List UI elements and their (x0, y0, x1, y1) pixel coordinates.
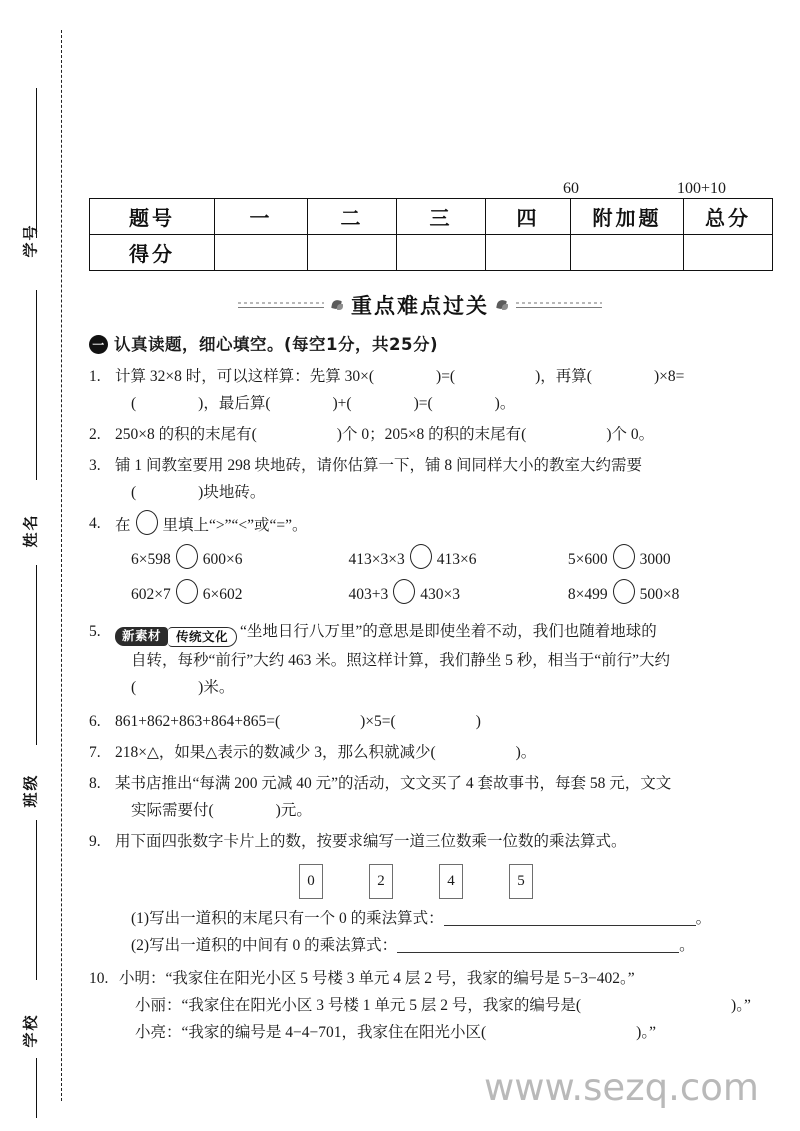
q9-sub2-label: (2)写出一道积的中间有 0 的乘法算式： (131, 936, 398, 954)
compare-item-3 (568, 544, 757, 574)
q9-sub1-label: (1)写出一道积的末尾只有一个 0 的乘法算式： (131, 909, 444, 927)
banner-rule-right-icon (516, 301, 602, 310)
q6-text-b: )×5=( (360, 712, 396, 730)
question-10-number: 10. (89, 969, 109, 987)
number-card-group (115, 864, 757, 899)
question-6-number: 6. (89, 712, 101, 730)
compare-circle-2-icon[interactable] (410, 544, 432, 569)
q9-sub2-end: 。 (679, 936, 695, 954)
compare-left-4: 602×7 (131, 586, 171, 603)
q4-text-a: 在 (115, 517, 131, 534)
q10-text-d: )。” (636, 1023, 656, 1041)
q2-text-c: )个 0。 (606, 426, 655, 443)
margin-label-class: 班级 (21, 773, 40, 808)
compare-circle-prompt-icon[interactable] (136, 510, 158, 535)
compare-item-5 (349, 579, 568, 609)
q9-sub1-answer-line[interactable] (444, 925, 696, 926)
question-7 (89, 739, 757, 766)
question-8 (89, 770, 757, 824)
number-card-3[interactable]: 5 (509, 864, 533, 899)
q1-text-b: )=( (436, 368, 456, 385)
question-2-line-1 (115, 421, 757, 448)
score-cell-part-2[interactable] (308, 235, 397, 271)
question-9 (89, 828, 757, 959)
question-8-line-2 (115, 797, 757, 824)
margin-rule-5 (36, 1058, 37, 1118)
question-4-prompt (115, 510, 757, 539)
question-3-number: 3. (89, 457, 101, 474)
margin-label-school: 学校 (21, 1013, 40, 1048)
question-8-number: 8. (89, 774, 101, 792)
question-10-line-2 (119, 992, 757, 1019)
number-card-2[interactable]: 4 (439, 864, 463, 899)
q1-text-i: )。 (494, 395, 516, 412)
q9-sub1-end: 。 (695, 909, 712, 927)
q6-text-a: 861+862+863+864+865=( (115, 712, 281, 730)
number-card-1[interactable]: 2 (369, 864, 393, 899)
score-table-value-row (90, 235, 773, 271)
question-5-line-1 (115, 618, 757, 647)
section-title: 认真读题，细心填空。(每空1分，共25分) (114, 335, 439, 354)
question-5-badges (115, 627, 237, 647)
q5-text-c: )米。 (198, 678, 235, 696)
q1-text-f: )，最后算( (198, 395, 271, 412)
score-cell-part-4[interactable] (486, 235, 571, 271)
badge-traditional-culture: 传统文化 (168, 627, 237, 647)
question-5 (89, 618, 757, 701)
question-9-number: 9. (89, 832, 101, 850)
compare-item-6 (568, 579, 757, 609)
question-3-line-2 (115, 479, 757, 506)
margin-rule-3 (36, 565, 37, 745)
q8-text-b: )元。 (275, 801, 312, 819)
compare-circle-1-icon[interactable] (176, 544, 198, 569)
score-cell-total[interactable] (684, 235, 773, 271)
q1-text-c: )，再算( (535, 368, 592, 385)
margin-rule-4 (36, 820, 37, 980)
leaf-ornament-right-icon (496, 299, 509, 312)
extra-points-note: 60 (563, 180, 579, 197)
q5-text-a: “坐地日行八万里”的意思是即使坐着不动，我们也随着地球的 (240, 623, 657, 640)
q1-text-h: )=( (413, 395, 433, 412)
question-8-line-1: 某书店推出“每满 200 元减 40 元”的活动，文文买了 4 套故事书，每套 58 元，文文 (115, 774, 672, 792)
q2-text-b: )个 0；205×8 的积的末尾有( (336, 426, 527, 443)
section-header (89, 331, 757, 358)
q7-text-b: )。 (515, 743, 537, 761)
margin-label-student-id: 学号 (21, 223, 40, 258)
question-9-sub-1 (115, 905, 757, 932)
margin-label-name: 姓名 (21, 513, 40, 548)
question-10-line-3 (119, 1019, 757, 1046)
question-1-line-1 (115, 363, 757, 390)
score-cell-extra[interactable] (571, 235, 684, 271)
compare-row-1 (115, 544, 757, 574)
q1-text-g: )+( (332, 395, 352, 412)
q1-text-e: ( (131, 395, 137, 412)
q5-text-b: ( (131, 678, 137, 696)
compare-right-2: 413×6 (436, 551, 477, 568)
section-number-badge: 一 (89, 335, 108, 354)
banner-title: 重点难点过关 (351, 294, 489, 318)
score-table-header-row (90, 199, 773, 235)
question-2 (89, 421, 757, 448)
section-banner (89, 288, 751, 322)
row-label-score: 得分 (90, 235, 215, 271)
question-10 (89, 965, 757, 1046)
score-table-area (89, 172, 751, 271)
dashed-cut-line (61, 30, 62, 1101)
badge-new-material: 新素材 (115, 627, 168, 646)
number-card-0[interactable]: 0 (299, 864, 323, 899)
compare-circle-6-icon[interactable] (613, 579, 635, 604)
compare-right-3: 3000 (639, 551, 671, 568)
margin-rule-2 (36, 290, 37, 480)
compare-left-1: 6×598 (131, 551, 171, 568)
compare-item-1 (131, 544, 349, 574)
compare-right-4: 6×602 (202, 586, 243, 603)
question-4 (89, 510, 757, 609)
header-cell-part-1: 一 (215, 199, 308, 235)
compare-circle-3-icon[interactable] (613, 544, 635, 569)
compare-left-2: 413×3×3 (348, 551, 405, 568)
question-5-line-3 (115, 674, 757, 701)
q6-text-c: ) (475, 712, 481, 730)
question-7-line-1 (115, 739, 757, 766)
compare-circle-5-icon[interactable] (393, 579, 415, 604)
question-10-line-1: 小明：“我家住在阳光小区 5 号楼 3 单元 4 层 2 号，我家的编号是 5−3−402。” (119, 969, 635, 987)
compare-item-2 (349, 544, 568, 574)
q8-text-a: 实际需要付( (131, 801, 214, 819)
compare-right-1: 600×6 (202, 551, 243, 568)
site-watermark: www.sezq.com (484, 1066, 759, 1109)
q1-text-d: )×8= (653, 368, 685, 385)
worksheet-content (89, 331, 757, 1046)
question-6-line-1 (115, 708, 757, 735)
question-1 (89, 363, 757, 417)
compare-row-2 (115, 579, 757, 609)
question-9-sub-2 (115, 932, 757, 959)
banner-rule-left-icon (238, 301, 324, 310)
q10-text-b: )。” (731, 996, 751, 1014)
question-1-line-2 (115, 390, 757, 417)
question-5-number: 5. (89, 623, 101, 640)
header-cell-extra: 附加题 (571, 199, 684, 235)
compare-right-6: 500×8 (639, 586, 680, 603)
score-cell-part-3[interactable] (397, 235, 486, 271)
q1-text-a: 计算 32×8 时，可以这样算：先算 30×( (115, 368, 375, 385)
question-7-number: 7. (89, 743, 101, 761)
score-cell-part-1[interactable] (215, 235, 308, 271)
q3-text-b: )块地砖。 (198, 484, 266, 501)
q2-text-a: 250×8 的积的末尾有( (115, 426, 257, 443)
question-9-prompt: 用下面四张数字卡片上的数，按要求编写一道三位数乘一位数的乘法算式。 (115, 832, 627, 850)
total-points-note: 100+10 (677, 180, 727, 197)
question-6 (89, 708, 757, 735)
q7-text-a: 218×△，如果△表示的数减少 3，那么积就减少( (115, 743, 436, 761)
question-3 (89, 452, 757, 506)
left-margin-strip (0, 0, 78, 1131)
header-cell-part-3: 三 (397, 199, 486, 235)
question-5-line-2: 自转，每秒“前行”大约 463 米。照这样计算，我们静坐 5 秒，相当于“前行”大约 (131, 651, 671, 669)
compare-circle-4-icon[interactable] (176, 579, 198, 604)
compare-right-5: 430×3 (420, 586, 460, 603)
leaf-ornament-left-icon (331, 299, 344, 312)
question-3-line-1: 铺 1 间教室要用 298 块地砖，请你估算一下，铺 8 间同样大小的教室大约需要 (115, 457, 643, 474)
header-cell-label: 题号 (90, 199, 215, 235)
q9-sub2-answer-line[interactable] (397, 952, 679, 953)
score-table (89, 198, 773, 271)
question-4-number: 4. (89, 515, 101, 532)
q10-text-a: 小丽：“我家住在阳光小区 3 号楼 1 单元 5 层 2 号，我家的编号是( (135, 996, 582, 1014)
question-1-number: 1. (89, 368, 101, 385)
compare-left-6: 8×499 (567, 586, 608, 603)
header-cell-total: 总分 (684, 199, 773, 235)
q4-text-b: 里填上“>”“<”或“=”。 (162, 517, 308, 534)
q3-text-a: ( (131, 484, 137, 501)
header-cell-part-4: 四 (486, 199, 571, 235)
compare-item-4 (131, 579, 349, 609)
compare-left-3: 5×600 (567, 551, 608, 568)
q10-text-c: 小亮：“我家的编号是 4−4−701，我家住在阳光小区( (135, 1023, 487, 1041)
question-2-number: 2. (89, 426, 101, 443)
score-table-notes (89, 172, 751, 198)
header-cell-part-2: 二 (308, 199, 397, 235)
compare-left-5: 403+3 (348, 586, 389, 603)
